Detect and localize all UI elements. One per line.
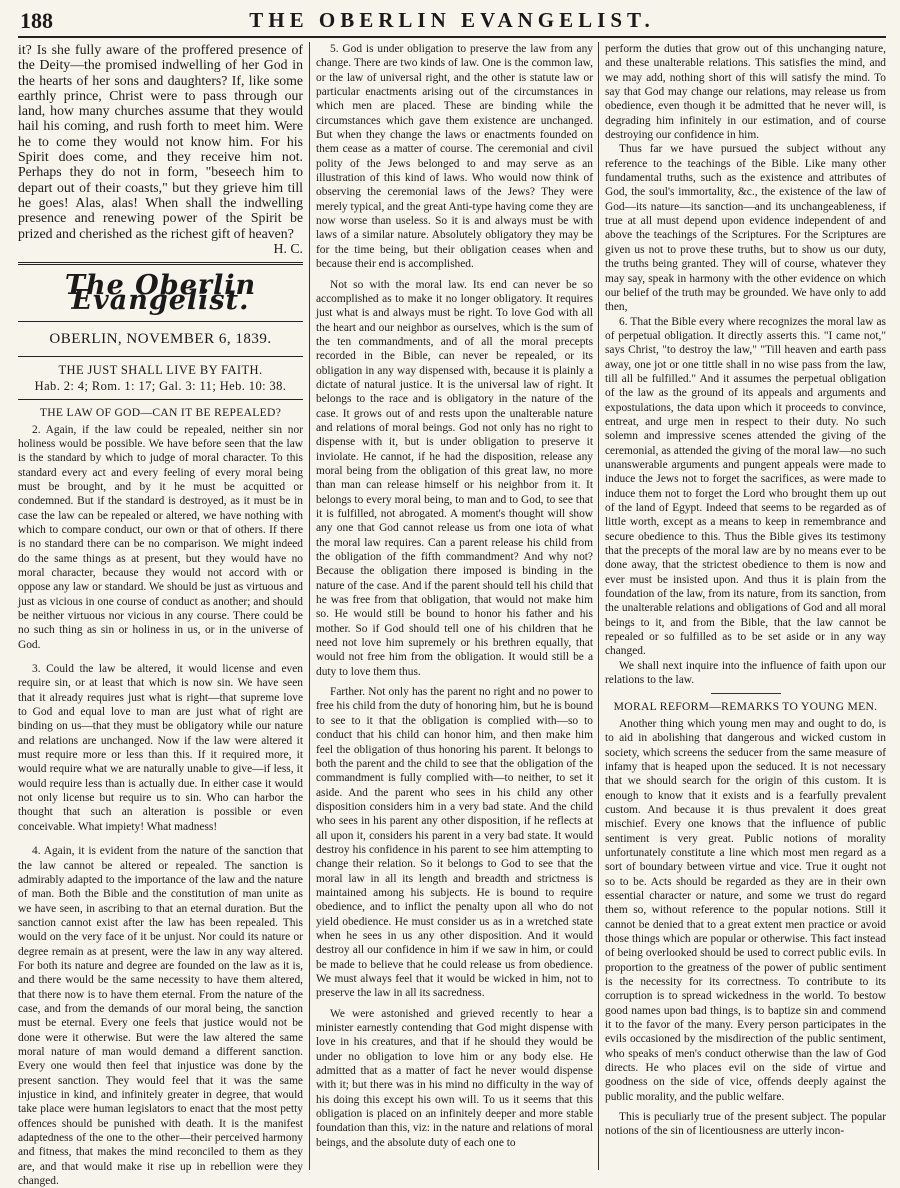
- paragraph: Thus far we have pursued the subject without any reference to the teachings of the Bible. Like many other fundamental truths, such as the existence and attributes of God, the soul's immortality, &c., the existence of the law of God—its nature—its sanction—and its unchangeableness, if true at all must depend upon evidence independent of and above the teachings of the Scriptures. For the Scriptures are given us not to prove these truths, but to show us our duty, the truths being granted. They will of course, whatever they may say, speak in harmony with the other evidence on which our belief of the truth may be grounded. We have only to add then,: [605, 143, 886, 314]
- paragraph: This is peculiarly true of the present subject. The popular notions of the sin of licentiousness are utterly incon-: [605, 1111, 886, 1138]
- signature: H. C.: [273, 240, 303, 256]
- article-title: THE LAW OF GOD—CAN IT BE REPEALED?: [39, 406, 282, 420]
- running-masthead: THE OBERLIN EVANGELIST.: [249, 8, 655, 32]
- page-number: 188: [20, 8, 53, 33]
- page-header: [18, 6, 886, 38]
- intro-paragraph: it? Is she fully aware of the proffered presence of the Deity—the promised indwelling of her God in the hearts of her sons and daughters? If, like some earthly prince, Christ were to pass through our land, how many churches assume that they would hail his coming, and rush forth to meet him. Were he to come they would not know him. For his Spirit does come, and they receive him not. Perhaps they do not in form, "beseech him to depart out of their coasts," but they grieve him till he goes! Alas, alas! When shall the indwelling presence and renewing power of the Spirit be prized and cherished as the richest gift of heaven?: [18, 42, 303, 241]
- paragraph: Another thing which young men may and ought to do, is to aid in abolishing that dangerous and wicked custom in society, which screens the seducer from the same measure of infamy that is heaped upon the seduced. It is not necessary that we should search for the origin of this custom. It is enough to know that it exists and is a fearfully prevalent custom. And because it is thus prevalent it does great mischief. Every one knows that the influence of public sentiment is very great. Public notions of morality unfortunately constitute a line which most men regard as a sort of boundary between virtue and vice. True it ought not so to be. Acts should be regarded as they are in their own essential character or nature, and some we trust do regard them so, without reference to the popular notions. Still it cannot be denied that to a great extent men practice or avoid those things which are popular or otherwise. This fact instead of being overlooked should be used to correct public evils. In proportion to the greatness of the power of public sentiment is the necessity for its correctness. To contribute to its corruption is to spread wickedness in the world. To bestow good names upon bad things, is to baptize sin and commend it to the favor of the many. Every person participates in the evils occasioned by the misdirection of the public sentiment, who speaks of men's conduct otherwise than the law of God directs. He who places evil on the side of virtue and goodness on the side of vice, offends deeply against the public morality, and the public welfare.: [605, 717, 886, 1103]
- paragraph: 2. Again, if the law could be repealed, neither sin nor holiness would be possible. We have before seen that the law is the standard by which to judge of moral character. To this standard every act and every feeling of every moral being must be brought, and by it he must be acquitted or condemned. But if the standard is destroyed, as it must be in case the law can be repealed or altered, we have nothing with which to compare conduct, our own or that of others. If there is no standard there can be no comparison. We might indeed do the same things as at present, but they would have no moral character, because they would not accord with or oppose any law or standard. We should be just as virtuous and just as vicious in one course of conduct as another; and should be neither virtuous nor vicious in any course. There could be no such thing as sin or holiness in us, or in the universe of God.: [18, 423, 303, 651]
- motto-references: Hab. 2: 4; Rom. 1: 17; Gal. 3: 11; Heb. 10: 38.: [34, 379, 287, 394]
- paragraph: 3. Could the law be altered, it would license and even require sin, or at least that which is now sin. We have seen that it already requires just what is right—that supreme love to God and equal love to man are just what of right are binding on us—that they must be obligatory while our nature and relations are unchanged. Now if the law were altered it must require more or less than this. If it required more, it would require what we are naturally unable to give—if less, it would require less than is actually due. In either case it would not only license but require us to sin. Who can harbor the thought that such an alteration is possible or even conceivable. What impiety! What madness!: [18, 663, 303, 833]
- column-3: [599, 42, 886, 1170]
- column-2: [310, 42, 599, 1170]
- dateline: OBERLIN, NOVEMBER 6, 1839.: [49, 330, 272, 347]
- paragraph: 6. That the Bible every where recognizes the moral law as of perpetual obligation. It directly asserts this. "I came not," says Christ, "to destroy the law," "Till heaven and earth pass away, one jot or one tittle shall in no wise pass from the law, till all be fulfilled." And it assumes the perpetual obligation of the law as the ground of its appeals and arguments and expostulations, the data upon which it proceeds to convince, entreat, and urge men in respect to their duty. No such solemn and impressive scenes attended the giving of the ceremonial, as attended the giving of the moral law—no such unanswerable arguments and pungent appeals were made to induce the Jews not to forget the sacrifices, as were made to induce them not to forget the Lord who brought them up out of the land of Egypt. Indeed that seems to be regarded as of little worth, except as a means to keep in remembrance and secure obedience to this. Thus the Bible gives its testimony that the precepts of the moral law are by no means ever to be done away, that the strictest obedience to them is now and ever must be insisted upon. And thus it is plain from the foundation of the law, from its nature, from its sanction, from the unalterable relations and obligations of God and all moral beings to it, and from the Bible, that the law cannot be repealed or so fulfilled as to be set aside or in any way changed.: [605, 315, 886, 658]
- divider: [711, 693, 781, 694]
- paragraph: We shall next inquire into the influence of faith upon our relations to the law.: [605, 659, 886, 687]
- nameplate: The Oberlin Evangelist.: [64, 270, 257, 316]
- divider: [18, 356, 303, 357]
- columns: [18, 42, 886, 1188]
- article-title: MORAL REFORM—REMARKS TO YOUNG MEN.: [613, 700, 878, 714]
- paragraph: We were astonished and grieved recently to hear a minister earnestly contending that God might dispense with love in his creatures, and that if he should they would be under no obligation to love him or any body else. He admitted that as a matter of fact he never would dispense with it; but there was in his mind no difficulty in the way of his doing this except his own will. To us it seems that this obligation is placed on an infinitely deeper and more stable foundation than this, viz: in the nature and relations of moral beings, and the absolute duty of each one to: [316, 1007, 593, 1149]
- divider: [18, 399, 303, 400]
- divider: [18, 262, 303, 265]
- divider: [18, 321, 303, 322]
- motto: THE JUST SHALL LIVE BY FAITH.: [58, 363, 263, 378]
- paragraph: Not so with the moral law. Its end can never be so accomplished as to make it no longer obligatory. It requires just what is and always must be right. To love God with all the heart and our neighbor as ourselves, which is the sum of the ten commandments, and of all the moral precepts recorded in the Bible, can never be repealed, or its obligation in any way dispensed with, because it is plainly a dictate of natural justice. It is the universal law of right. It belongs to the race and is obligatory in the nature of the case. It grows out of and rests upon the unalterable nature and relations of moral beings. God not only has no right to dispense with it, but is under obligation to preserve it inviolate. He cannot, if he had the disposition, release any moral being from the obligation of this great law, no more than man can release himself or his neighbor from it. It belongs to every moral being, to man and to God, to see that it is fulfilled, not abrogated. A moment's thought will show any one that God cannot release us from one iota of what the moral law requires. Can a parent release his child from the obligation of the fifth commandment? And why not? Because the obligation there imposed is binding in the nature of the case. And if the parent should tell his child that he was free from that obligation, that would not make him so. He would still be bound to honor his father and his mother. So if God should tell one of his children that he need not love him supremely or his brethren equally, that would not free him from the obligation. It would still be a duty to love them thus.: [316, 278, 593, 678]
- paragraph: Farther. Not only has the parent no right and no power to free his child from the duty of honoring him, but he is bound to see to it that the obligation is complied with—so to conduct that his child can honor him, and then make him feel the obligation of thus honoring his parent. It belongs to both the parent and the child to see that the obligation of the commandment is fully complied with—to neither, to set it aside. And the parent who sees in his child any other disposition considers him in a very bad state. And the child who sees in his parent any other disposition, if he reflects at all upon it, considers his parent in a very bad state. It would destroy his confidence in his parent to see him attempting to change their relation. So it belongs to God to see that the moral law in all its length and breadth and strictness is maintained among his subjects. He is bound to require obedience, and to inflict the penalty upon all who do not yield obedience. He must consider us as in a wretched state when he sees in us any other disposition. And it would destroy all our confidence in him if we saw in him, or could be made to believe that he could release us from obedience. We must always feel that it would be wicked in him, not to preserve the law in all its sacredness.: [316, 686, 593, 1000]
- paragraph: 5. God is under obligation to preserve the law from any change. There are two kinds of law. One is the common law, or the law of universal right, and the other is statute law or particular enactments arising out of the circumstances in which men are placed. These are binding while the circumstances which gave them existence are unchanged. But when they change the laws or enactments founded on them cease as a matter of course. The ceremonial and civil polity of the Jews belonged to and may serve as an illustration of this kind of laws. Who would now think of observing the ceremonial laws of the Jews? They were merely typical, and the great Anti-type having come they are now worse than useless. So it is and always must be with laws of a similar nature. Absolutely obligatory they may be for the time being, but their obligation ceases when and because their end is accomplished.: [316, 43, 593, 271]
- paragraph: perform the duties that grow out of this unchanging nature, and these unalterable relations. This satisfies the mind, and we may add, nothing short of this will satisfy the mind. To say that God may change our relations, may release us from obedience, even though it be admitted that he never will, is degrading him infinitely in our estimation, and of course destroying our confidence in him.: [605, 43, 886, 142]
- column-1: [18, 42, 310, 1188]
- paragraph: 4. Again, it is evident from the nature of the sanction that the law cannot be altered or repealed. The sanction is admirably adapted to the importance of the law and the nature of man. Both the Bible and the constitution of man unite as we have seen, in ascribing to that an eternal duration. But the sanction cannot exist after the law has been repealed. This would on the very face of it be unjust. Nor could its nature or degree remain as at present, were the law in any way altered. For both its nature and degree are founded on the law as it is, and there would be the same necessity to have them altered, that there now is to have them eternal. From the nature of the case, and from the demands of our moral being, the sanction must be eternal. Every one feels that justice would not be done were it otherwise. But were the law altered the same moral nature of man would demand a different sanction. Every one would then feel that injustice was done by the present sanction. They would feel that it was the same injustice in kind, and infinitely greater in degree, that would take place were human legislators to enact that the most petty offences should be punished with death. It is the manifest adaptedness of the one to the other—their perceived harmony and fitness, that makes the mind reconciled to them as they are, and that would make it rise up in rebellion were they changed.: [18, 845, 303, 1188]
